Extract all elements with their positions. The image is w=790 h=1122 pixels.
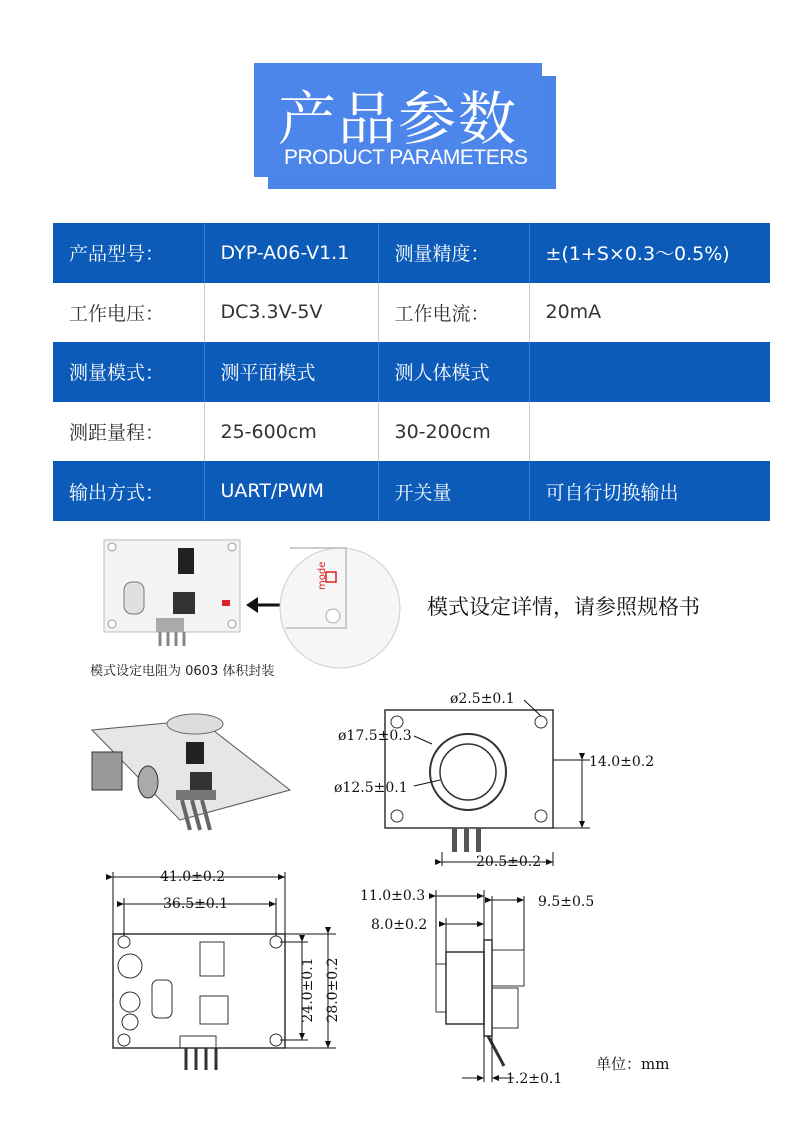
- dim-height-holes: 24.0±0.1: [300, 957, 316, 1023]
- table-cell: 30-200cm: [378, 402, 529, 462]
- front-view-drawing: [385, 700, 590, 866]
- page-title: 产品参数: [277, 85, 518, 153]
- table-cell: 输出方式：: [53, 461, 204, 521]
- dim-side-depth: 11.0±0.3: [360, 888, 426, 904]
- dim-height-small: 14.0±0.2: [589, 754, 655, 770]
- dim-width-total: 41.0±0.2: [160, 869, 226, 885]
- mode-board-image: [104, 540, 240, 646]
- table-cell: 测量精度：: [378, 223, 529, 283]
- dim-width-holes: 36.5±0.1: [163, 896, 229, 912]
- table-cell: 20mA: [529, 283, 770, 343]
- unit-label: 单位：mm: [596, 1055, 670, 1073]
- table-cell: 工作电流：: [378, 283, 529, 343]
- table-cell: 测距量程：: [53, 402, 204, 462]
- table-cell: 测平面模式: [204, 342, 378, 402]
- dim-hole-dia: ø2.5±0.1: [450, 691, 515, 707]
- dim-side-mid: 8.0±0.2: [371, 917, 428, 933]
- mode-caption: 模式设定电阻为 0603 体积封装: [90, 664, 275, 679]
- table-cell: UART/PWM: [204, 461, 378, 521]
- table-cell: 测人体模式: [378, 342, 529, 402]
- table-cell: 25-600cm: [204, 402, 378, 462]
- dim-inner-dia: ø12.5±0.1: [334, 780, 408, 796]
- dim-height-total: 28.0±0.2: [325, 957, 341, 1023]
- table-cell: 测量模式：: [53, 342, 204, 402]
- table-cell: 可自行切换输出: [529, 461, 770, 521]
- table-cell: 工作电压：: [53, 283, 204, 343]
- table-cell: DC3.3V-5V: [204, 283, 378, 343]
- mode-description: 模式设定详情，请参照规格书: [427, 595, 700, 619]
- dim-pin-span: 20.5±0.2: [476, 854, 542, 870]
- mode-pad-label: mode: [317, 561, 328, 590]
- dim-side-pcb: 1.2±0.1: [506, 1071, 563, 1087]
- magnified-mode-pad-image: [280, 548, 400, 668]
- dim-side-right: 9.5±0.5: [538, 894, 595, 910]
- table-cell: ±(1+S×0.3～0.5%): [529, 223, 770, 283]
- table-cell: 产品型号：: [53, 223, 204, 283]
- module-3d-image: [92, 714, 290, 830]
- dim-outer-dia: ø17.5±0.3: [338, 728, 412, 744]
- page-subtitle: PRODUCT PARAMETERS: [284, 146, 528, 169]
- table-cell: 开关量: [378, 461, 529, 521]
- table-cell: DYP-A06-V1.1: [204, 223, 378, 283]
- side-view-drawing: [436, 890, 524, 1082]
